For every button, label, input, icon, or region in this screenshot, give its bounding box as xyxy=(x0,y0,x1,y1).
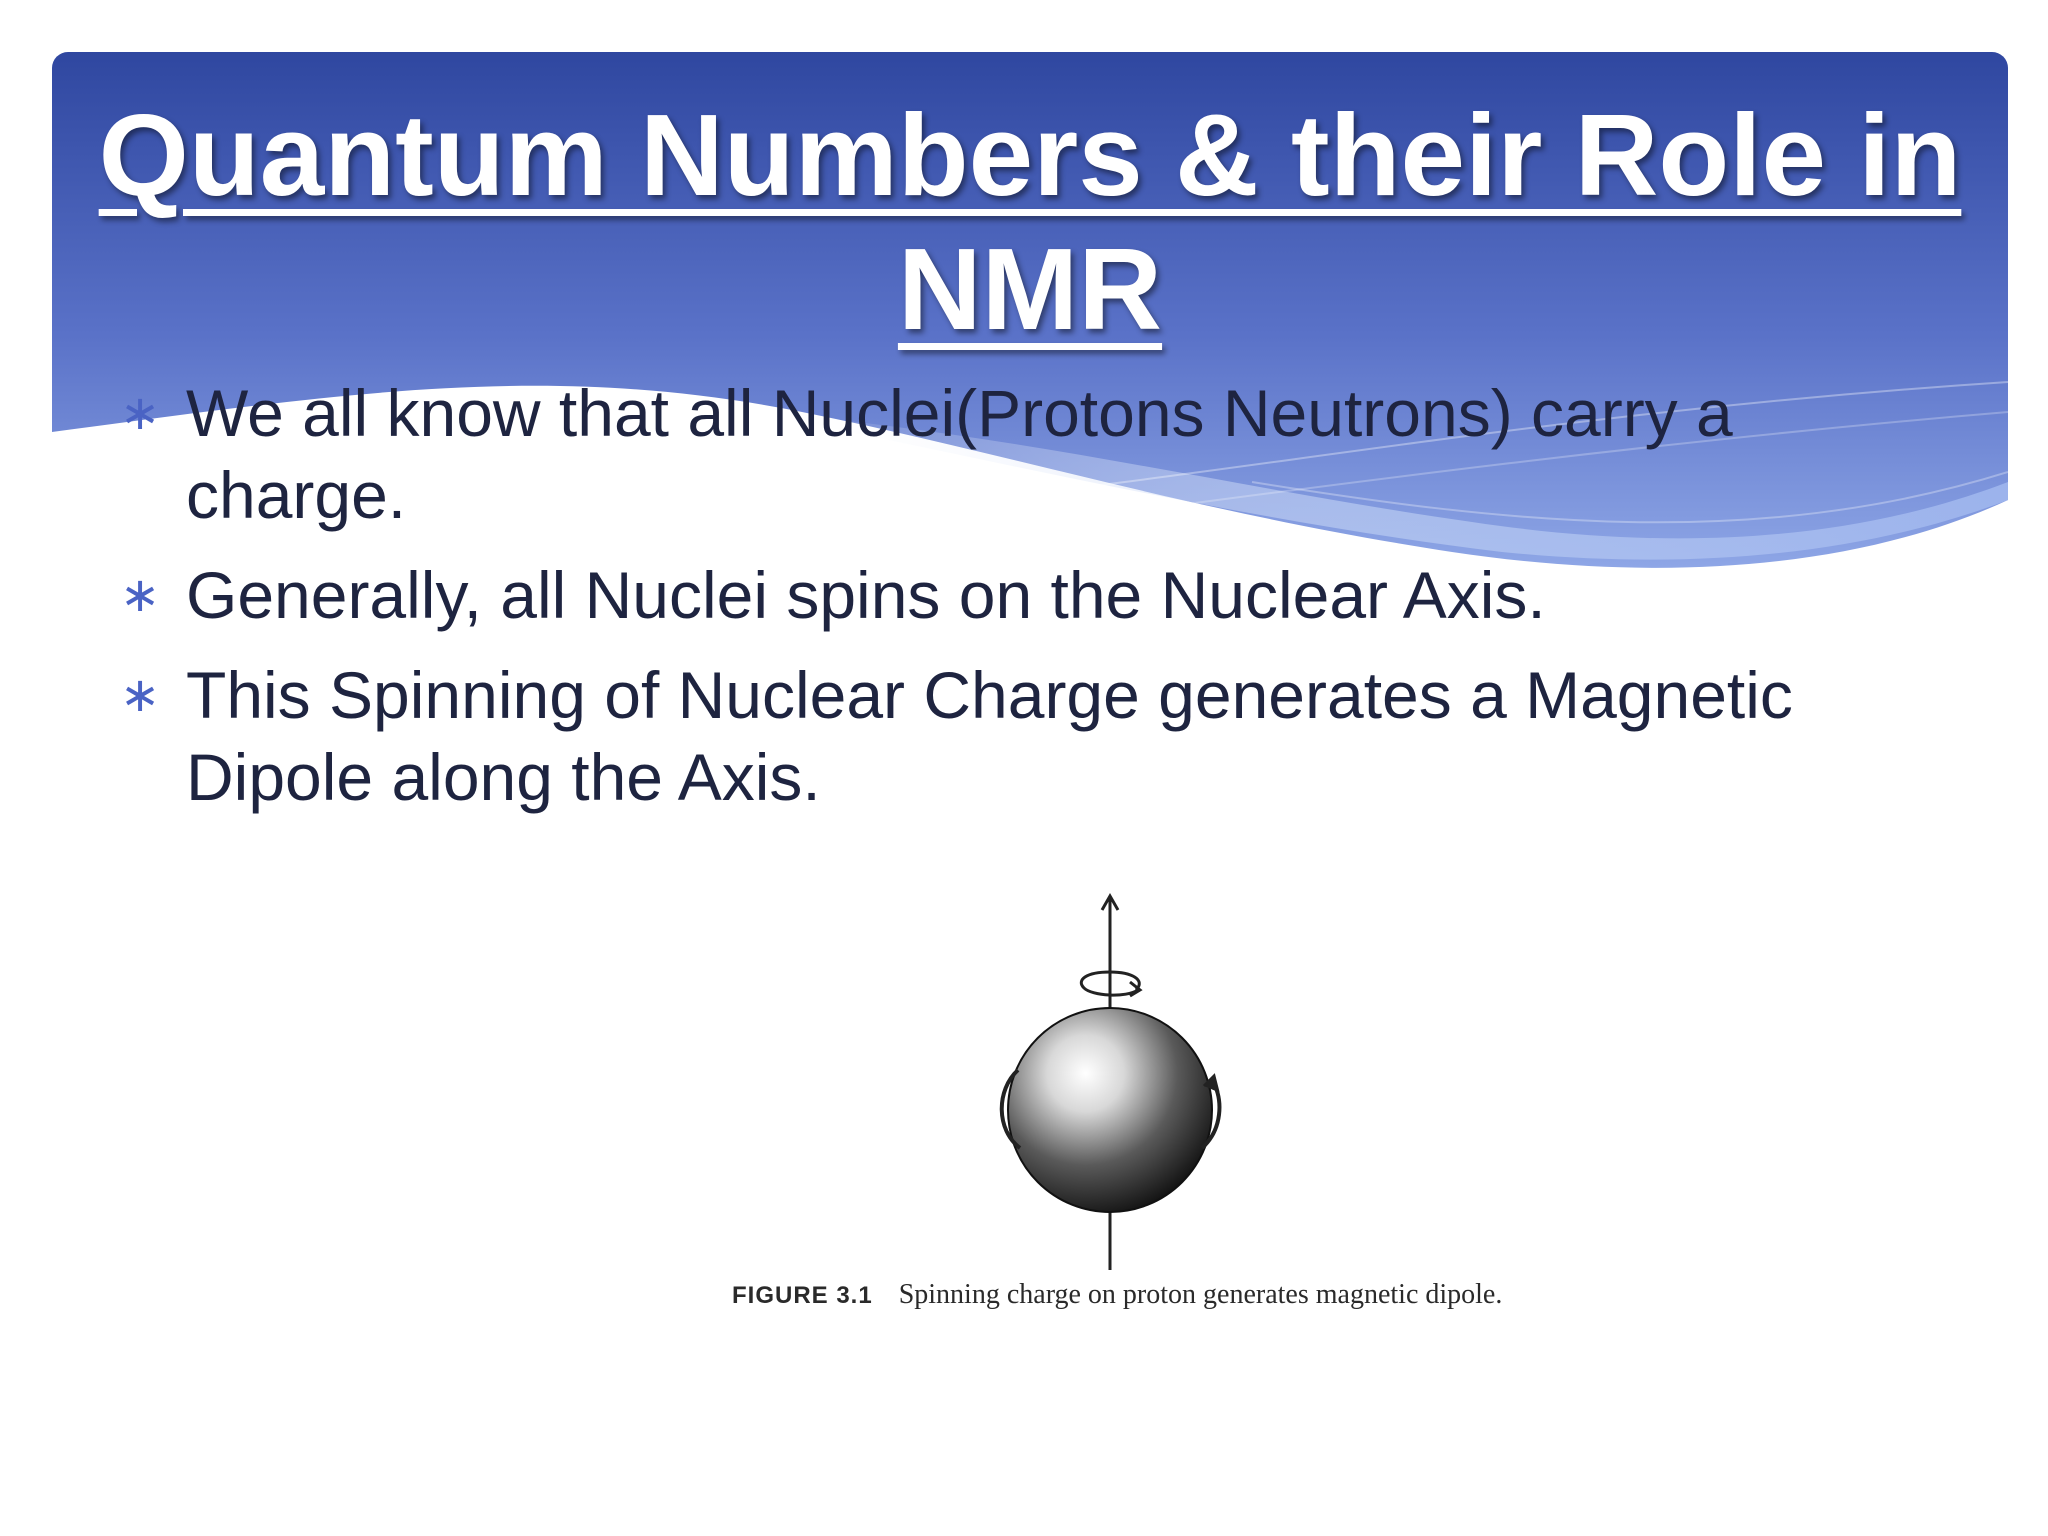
bullet-item xyxy=(120,654,1900,818)
bullet-text: This Spinning of Nuclear Charge generates a Magnetic Dipole along the Axis. xyxy=(186,658,1793,814)
bullet-item xyxy=(120,372,1900,536)
asterisk-bullet-icon: ∗ xyxy=(120,667,161,723)
figure-caption xyxy=(732,1278,1552,1313)
slide-title: Quantum Numbers & their Role in NMR xyxy=(98,90,1962,354)
figure-caption-text: Spinning charge on proton generates magnetic dipole. xyxy=(898,1279,1503,1310)
bullet-item xyxy=(120,554,1900,636)
bullet-list xyxy=(120,372,1900,836)
figure xyxy=(730,880,1570,1360)
asterisk-bullet-icon: ∗ xyxy=(120,567,161,623)
bullet-text: Generally, all Nuclei spins on the Nuclear Axis. xyxy=(186,558,1546,632)
bullet-text: We all know that all Nuclei(Protons Neutrons) carry a charge. xyxy=(186,376,1733,532)
proton-sphere xyxy=(1008,1008,1212,1212)
asterisk-bullet-icon: ∗ xyxy=(120,385,161,441)
figure-label: FIGURE 3.1 xyxy=(732,1282,873,1309)
spinning-proton-illustration xyxy=(900,880,1320,1280)
